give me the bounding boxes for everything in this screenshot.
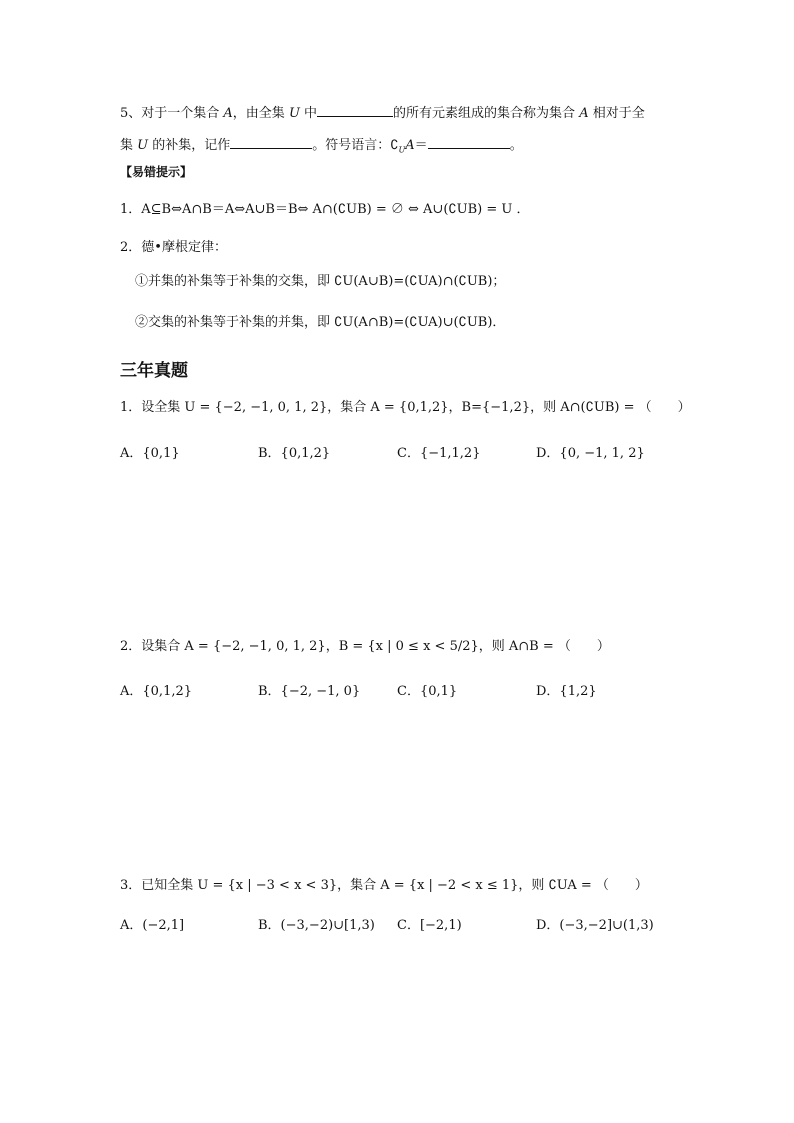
q1-option-a[interactable]: A．{0,1} [120,446,180,461]
item5-text: 。符号语言：∁ [312,138,399,153]
q3-option-a[interactable]: A．(−2,1] [120,918,185,933]
q3-option-b[interactable]: B．(−3,−2)∪[1,3) [258,918,375,933]
q2-option-d[interactable]: D．{1,2} [536,684,597,699]
set-a: A [223,106,233,121]
fill-blank-1[interactable] [317,102,393,117]
item5-text: 的所有元素组成的集合称为集合 [393,106,580,121]
tip-3: ①并集的补集等于补集的交集，即 ∁U(A∪B)=(∁UA)∩(∁UB)； [135,274,506,289]
q3-option-c[interactable]: C．[−2,1) [397,918,462,933]
q2-option-c[interactable]: C．{0,1} [397,684,458,699]
q1-option-b[interactable]: B．{0,1,2} [258,446,331,461]
q2-option-a[interactable]: A．{0,1,2} [120,684,193,699]
item5-text: 中 [299,106,318,121]
q3-option-d[interactable]: D．(−3,−2]∪(1,3) [536,918,654,933]
tips-header: 【易错提示】 [120,165,193,179]
q1-option-d[interactable]: D．{0, −1, 1, 2} [536,446,645,461]
question-3-stem: 3．已知全集 U = {x | −3 < x < 3}，集合 A = {x | −2 < x ≤ 1}，则 ∁UA = （ ） [120,878,648,893]
set-u: U [288,106,300,121]
section-title: 三年真题 [120,361,188,381]
tip-4: ②交集的补集等于补集的并集，即 ∁U(A∩B)=(∁UA)∪(∁UB)． [135,315,506,330]
fill-blank-3[interactable] [428,134,510,149]
set-a: A [579,106,589,121]
subscript-u: U [398,145,406,155]
set-u: U [137,138,149,153]
item5-text: 相对于全 [588,106,645,121]
question-2-stem: 2．设集合 A = {−2, −1, 0, 1, 2}，B = {x | 0 ≤ x < 5/2}，则 A∩B = （ ） [120,639,610,654]
item5-text: 。 [509,138,523,153]
item5-text: ＝ [414,138,428,153]
item5-line2 [120,134,523,161]
item5-text: 5、对于一个集合 [120,106,224,121]
tip-1: 1．A⊆B⇔A∩B＝A⇔A∪B＝B⇔ A∩(∁UB) = ∅ ⇔ A∪(∁UB) = U ． [120,202,530,217]
item5-text: 集 [120,138,138,153]
item5-line1 [120,102,645,124]
q1-option-c[interactable]: C．{−1,1,2} [397,446,481,461]
q2-option-b[interactable]: B．{−2, −1, 0} [258,684,361,699]
tip-2: 2．德•摩根定律： [120,240,227,255]
item5-text: ，由全集 [232,106,289,121]
set-a: A [405,138,415,153]
question-1-stem: 1．设全集 U = {−2, −1, 0, 1, 2}，集合 A = {0,1,2}，B={−1,2}，则 A∩(∁UB) = （ ） [120,400,691,415]
item5-text: 的补集，记作 [148,138,231,153]
fill-blank-2[interactable] [230,134,312,149]
